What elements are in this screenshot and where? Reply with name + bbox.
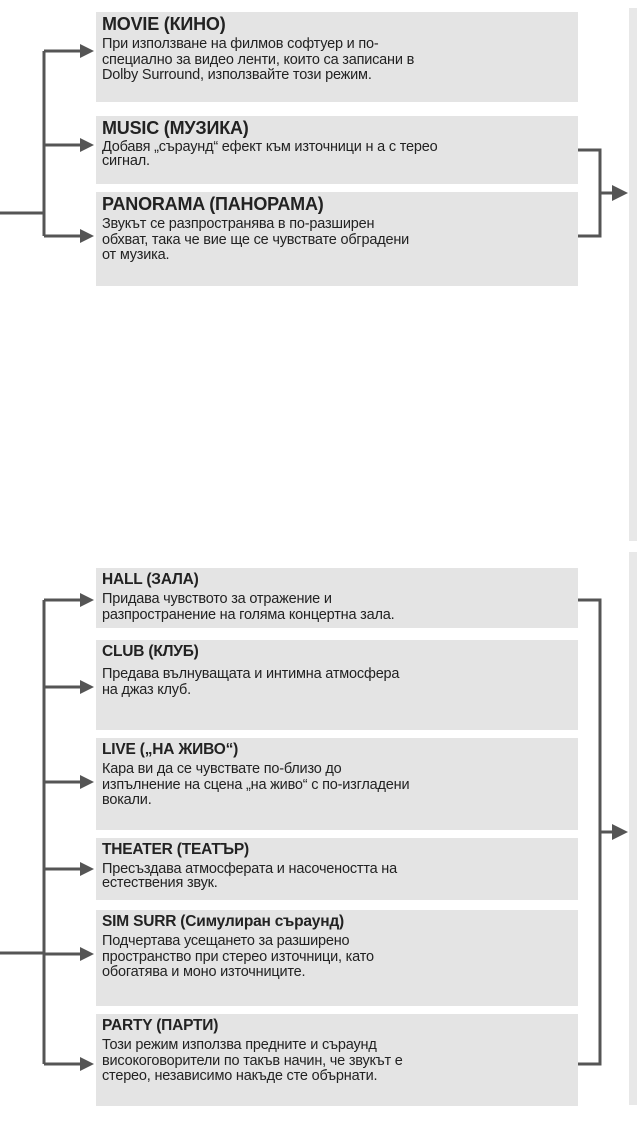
mode-title-hall: HALL (ЗАЛА) [102,571,199,588]
arrow-music-icon [80,138,94,152]
mode-title-movie: MOVIE (КИНО) [102,14,226,34]
arrow-movie-icon [80,44,94,58]
right-panel-bottom [629,552,637,1105]
mode-desc-panorama: Звукът се разпространява в по-разширен обхват, така че вие ще се чувствате обградени от музика. [102,216,410,263]
mode-desc-hall: Придава чувството за отражение и разпространение на голяма концертна зала. [102,591,395,623]
mode-desc-live: Кара ви да се чувствате по-близо до изпълнение на сцена „на живо“ с по-изгладени вокали. [102,761,410,808]
mode-box-simsurr [96,910,578,1006]
mode-box-panorama [96,192,578,286]
mode-box-party [96,1014,578,1106]
arrow-theater-icon [80,862,94,876]
mode-box-hall [96,568,578,628]
mode-title-music: MUSIC (МУЗИКА) [102,118,249,138]
mode-desc-club: Предава вълнуващата и интимна атмосфера на джаз клуб. [102,666,400,698]
mode-box-live [96,738,578,830]
mode-box-music [96,116,578,184]
arrow-party-icon [80,1057,94,1071]
mode-desc-theater: Пресъздава атмосферата и насочеността на естествения звук. [102,861,397,891]
arrow-panorama-icon [80,229,94,243]
mode-title-simsurr: SIM SURR (Симулиран съраунд) [102,913,344,930]
mode-box-club [96,640,578,730]
mode-desc-movie: При използване на филмов софтуер и по- специално за видео ленти, които са записани в Dolby Surround, използвайте този режим. [102,36,415,83]
arrow-simsurr-icon [80,947,94,961]
mode-desc-party: Този режим използва предните и съраунд високоговорители по такъв начин, че звукът е стерео, независимо накъде сте обърнати. [102,1037,403,1084]
mode-title-panorama: PANORAMA (ПАНОРАМА) [102,194,324,214]
arrow-group-a-output-icon [612,185,628,201]
arrow-club-icon [80,680,94,694]
mode-title-live: LIVE („НА ЖИВО“) [102,741,239,758]
arrow-live-icon [80,775,94,789]
group-b-output-bracket [578,600,600,1064]
right-panel-top [629,8,637,541]
mode-title-club: CLUB (КЛУБ) [102,643,199,660]
mode-title-party: PARTY (ПАРТИ) [102,1017,219,1034]
mode-desc-simsurr: Подчертава усещането за разширено пространство при стерео източници, като обогатява и моно източниците. [102,933,374,980]
arrow-group-b-output-icon [612,824,628,840]
group-a-output-bracket [578,150,600,236]
mode-title-theater: THEATER (ТЕАТЪР) [102,841,249,858]
arrow-hall-icon [80,593,94,607]
mode-box-theater [96,838,578,900]
mode-box-movie [96,12,578,102]
mode-desc-music: Добавя „съраунд“ ефект към източници н а с терео сигнал. [102,139,438,169]
